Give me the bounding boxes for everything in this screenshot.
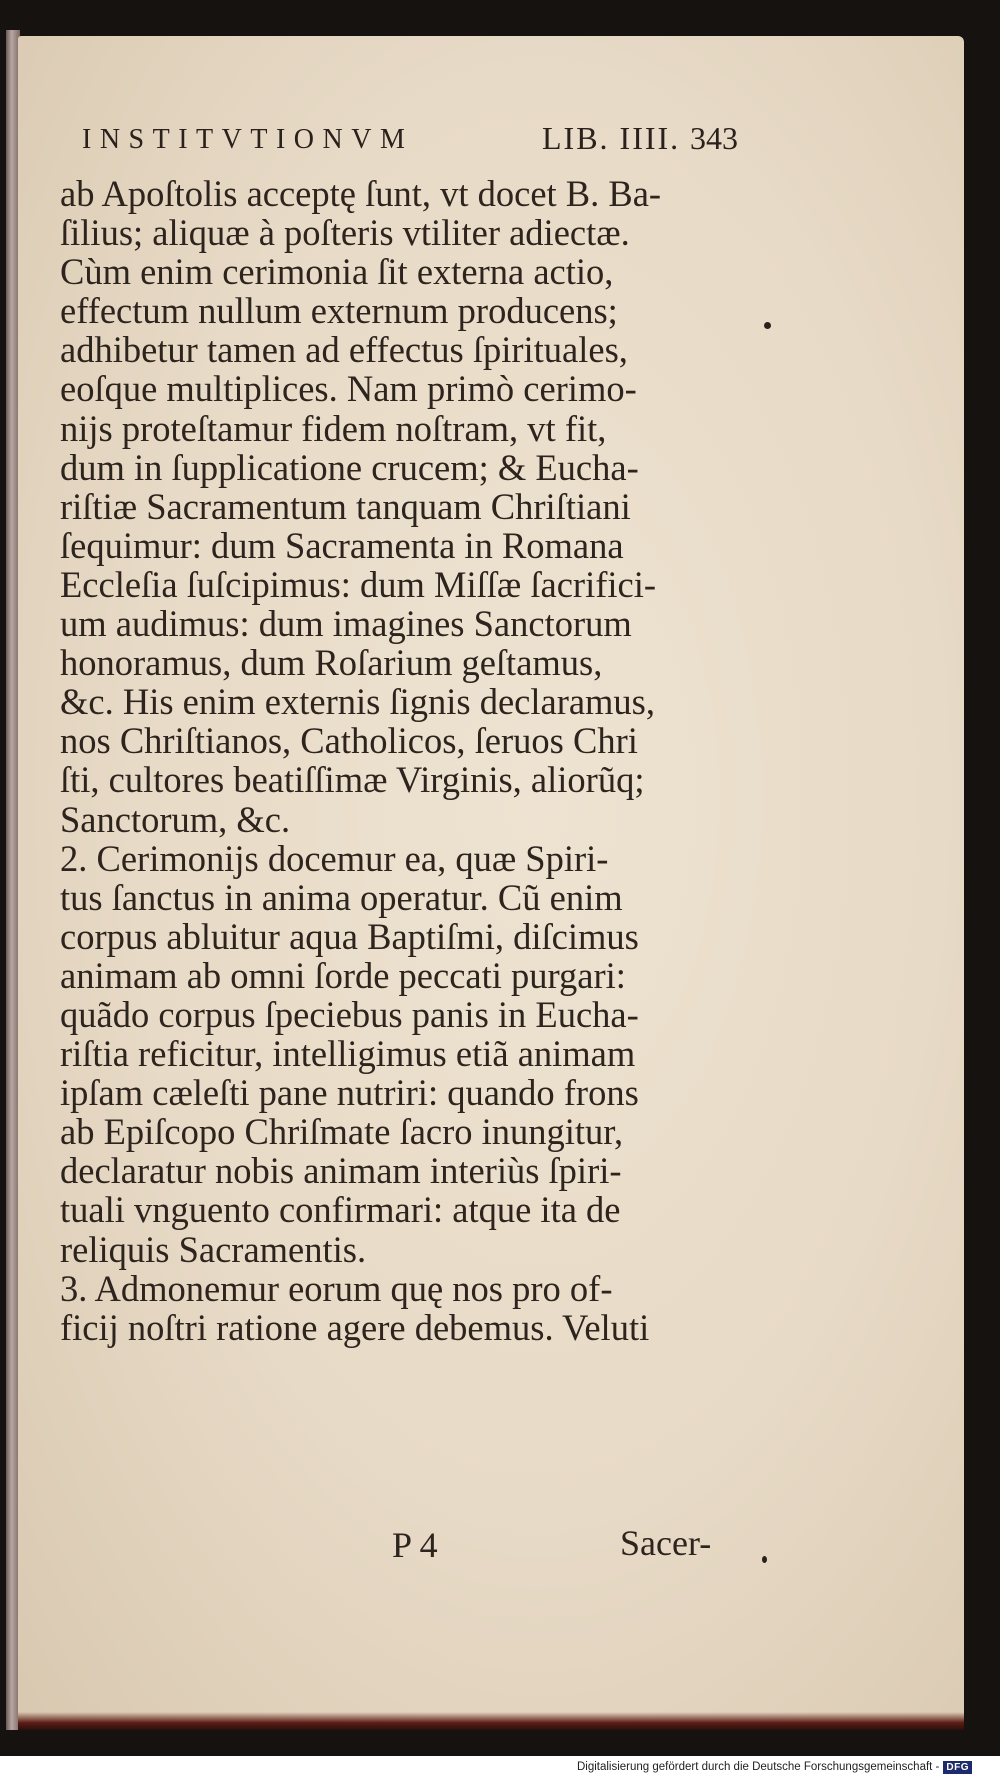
text-line: um audimus: dum imagines Sanctorum	[60, 603, 632, 645]
text-line: honoramus, dum Roſarium geſtamus,	[60, 642, 603, 684]
ink-speck	[762, 1556, 767, 1563]
text-line: ab Epiſcopo Chriſmate ſacro inungitur,	[60, 1111, 624, 1153]
ink-speck	[764, 322, 771, 329]
text-line: riſtiæ Sacramentum tanquam Chriſtiani	[60, 485, 631, 527]
text-line: quãdo corpus ſpeciebus panis in Eucha-	[60, 993, 639, 1035]
text-line: 3. Admonemur eorum quę nos pro of-	[60, 1267, 613, 1309]
text-line: declaratur nobis animam interiùs ſpiri-	[60, 1150, 622, 1192]
text-line: Eccleſia ſuſcipimus: dum Miſſæ ſacrifici-	[60, 563, 657, 605]
text-line: &c. His enim externis ſignis declaramus,	[60, 681, 656, 723]
text-line: ab Apoſtolis acceptę ſunt, vt docet B. Ba-	[60, 173, 662, 214]
text-line: tus ſanctus in anima operatur. Cũ enim	[60, 876, 623, 918]
text-line: dum in ſupplicatione crucem; & Eucha-	[60, 446, 639, 488]
body-text	[60, 174, 730, 1347]
text-line: nijs proteſtamur fidem noſtram, vt fit,	[60, 407, 607, 449]
text-line: reliquis Sacramentis.	[60, 1228, 367, 1270]
digitization-credit	[577, 1758, 972, 1776]
text-line: tuali vnguento confirmari: atque ita de	[60, 1189, 621, 1231]
dfg-logo: DFG	[943, 1761, 972, 1774]
text-line: ſilius; aliquæ à poſteris vtiliter adiectæ.	[60, 212, 630, 254]
text-line: animam ab omni ſorde peccati purgari:	[60, 954, 626, 996]
text-line: adhibetur tamen ad effectus ſpirituales,	[60, 329, 628, 371]
text-line: ſequimur: dum Sacramenta in Romana	[60, 524, 624, 566]
book-label: LIB. IIII.	[542, 120, 681, 156]
page-number: 343	[690, 120, 738, 156]
text-line: ſti, cultores beatiſſimæ Virginis, aliorũq;	[60, 759, 645, 801]
page-header	[82, 120, 738, 160]
text-line: eoſque multiplices. Nam primò cerimo-	[60, 368, 637, 410]
text-line: riſtia reficitur, intelligimus etiã animam	[60, 1033, 636, 1075]
text-line: effectum nullum externum producens;	[60, 290, 618, 332]
text-line: ficij noſtri ratione agere debemus. Veluti	[60, 1306, 650, 1348]
catchword: Sacer-	[620, 1523, 712, 1563]
running-title: INSTITVTIONVM	[82, 124, 414, 155]
page-bottom-edge	[18, 1712, 964, 1730]
signature-mark: P 4	[392, 1525, 438, 1565]
text-line: Sanctorum, &c.	[60, 798, 291, 840]
credit-text: Digitalisierung gefördert durch die Deutsche Forschungsgemeinschaft -	[576, 1761, 940, 1773]
text-line: ipſam cæleſti pane nutriri: quando frons	[60, 1072, 639, 1114]
text-line: nos Chriſtianos, Catholicos, ſeruos Chri	[60, 720, 638, 762]
text-line: 2. Cerimonijs docemur ea, quæ Spiri-	[60, 837, 609, 879]
text-line: corpus abluitur aqua Baptiſmi, diſcimus	[60, 915, 639, 957]
text-line: Cùm enim cerimonia ſit externa actio,	[60, 251, 614, 293]
